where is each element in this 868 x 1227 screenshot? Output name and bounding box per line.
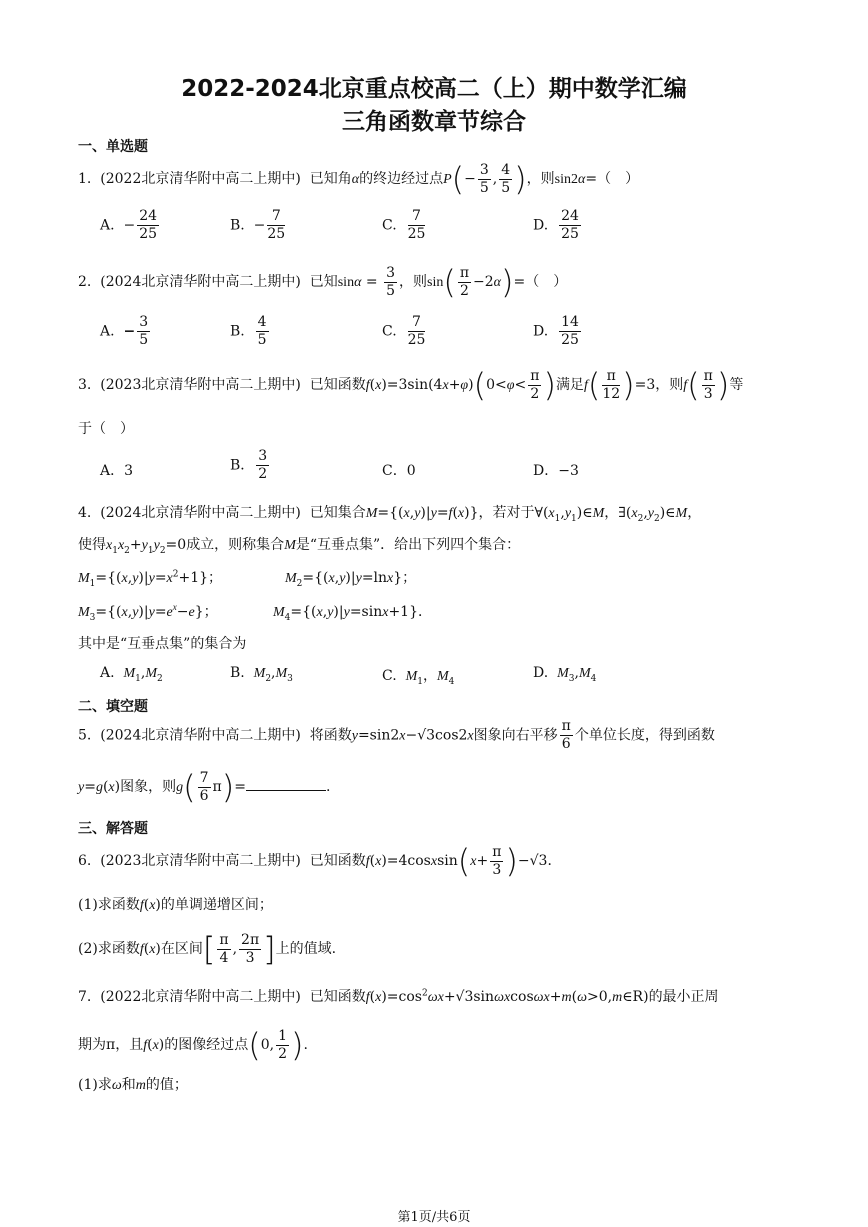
q4-option-d: D. $M_3,M_4$ [533,665,597,684]
question-5-cont: y=g(x)图象，则g( $\frac{7}{6}$ π)= . [78,768,331,806]
q1-option-d: D. $\frac{24}{25}$ [533,208,579,242]
question-4: 4. (2024北京清华附中高二上期中) 已知集合M={(x,y)|y=f(x)}，若对于$\forall(x_1,y_1)\in M$，$\exists(x_2,y_2)\in M$， [78,505,702,524]
q2-option-b: B. $\frac{4}{5}$ [230,314,267,348]
section-fill-in: 二、填空题 [78,699,148,715]
q1-option-a: A. − $\frac{24}{25}$ [100,208,158,242]
question-3-cont: 于（ ） [78,421,134,437]
doc-title-line1: 2022-2024北京重点校高二（上）期中数学汇编 [181,76,687,102]
q4-option-b: B. $M_2,M_3$ [230,665,293,684]
set-m4: $M_4=\{(x,y)|y=\sin x+1\}$． [273,604,432,623]
section-single-choice: 一、单选题 [78,139,148,155]
q3-option-c: C．0 [382,463,416,479]
set-m1: $M_1=\{(x,y)|y=x^2+1\}$； [78,569,223,589]
q2-option-d: D. $\frac{14}{25}$ [533,314,579,348]
q4-option-c: C. $M_1$，$M_4$ [382,668,455,687]
q2-option-c: C. $\frac{7}{25}$ [382,314,426,348]
question-1: 1. (2022北京清华附中高二上期中) 已知角α的终边经过点P(− $\frac{3}{5}$ , $\frac{4}{5}$ )，则sin2α=（ ） [78,160,640,198]
q3-option-b: B． $\frac{3}{2}$ [230,448,268,482]
q1-option-c: C. $\frac{7}{25}$ [382,208,426,242]
q3-option-a: A．3 [100,463,134,479]
q2-option-a: A. − $\frac{3}{5}$ [100,314,149,348]
question-5: 5. (2024北京清华附中高二上期中) 将函数y=sin2x−√3cos2x图象向右平移 $\frac{\pi}{6}$ 个单位长度，得到函数 [78,718,715,752]
question-6-part1: (1)求函数f(x)的单调递增区间； [78,897,273,913]
question-7: 7. (2022北京清华附中高二上期中) 已知函数$f(x)=\cos^2\omega x+√3\sin\omega xcos\omega x+m(\omega>0,m\in R)$的最小正周 [78,988,719,1005]
section-solution: 三、解答题 [78,821,148,837]
q1-option-b: B. − $\frac{7}{25}$ [230,208,286,242]
q3-option-d: D．−3 [533,463,579,479]
question-7-cont: 期为π，且f(x)的图像经过点(0, $\frac{1}{2}$ ). [78,1026,308,1064]
question-7-part1: (1)求ω和m的值； [78,1077,188,1093]
question-4-cont: 使得$x_1x_2+y_1y_2=0$成立，则称集合M是“互垂点集”．给出下列四个集合： [78,537,521,556]
answer-blank[interactable] [246,776,326,791]
doc-title-line2: 三角函数章节综合 [342,109,526,135]
page-footer: 第1页/共6页 [397,1210,471,1225]
question-6-part2: (2)求函数f(x)在区间[ $\frac{\pi}{4}$ , $\frac{2\pi}{3}$ ]上的值域. [78,930,337,968]
question-4-prompt: 其中是“互垂点集”的集合为 [78,636,247,652]
set-m3: $M_3=\{(x,y)|y=e^x-e\}$； [78,602,218,623]
set-m2: $M_2=\{(x,y)|y=\ln x\}$； [285,570,417,589]
q4-option-a: A. $M_1,M_2$ [100,665,163,684]
question-2: 2. (2024北京清华附中高二上期中) 已知sinα = $\frac{3}{5}$ ，则sin( $\frac{\pi}{2}$ −2α)=（ ） [78,263,568,301]
question-3: 3. (2023北京清华附中高二上期中) 已知函数f(x)=3sin(4x+φ)(0<φ< $\frac{\pi}{2}$ )满足f( $\frac{\pi}{12}$ )=3，则f( $\frac{\pi}{3}$ )等 [78,366,744,404]
question-6: 6. (2023北京清华附中高二上期中) 已知函数f(x)=4cosxsin(x+ $\frac{\pi}{3}$ )−√3． [78,842,562,880]
